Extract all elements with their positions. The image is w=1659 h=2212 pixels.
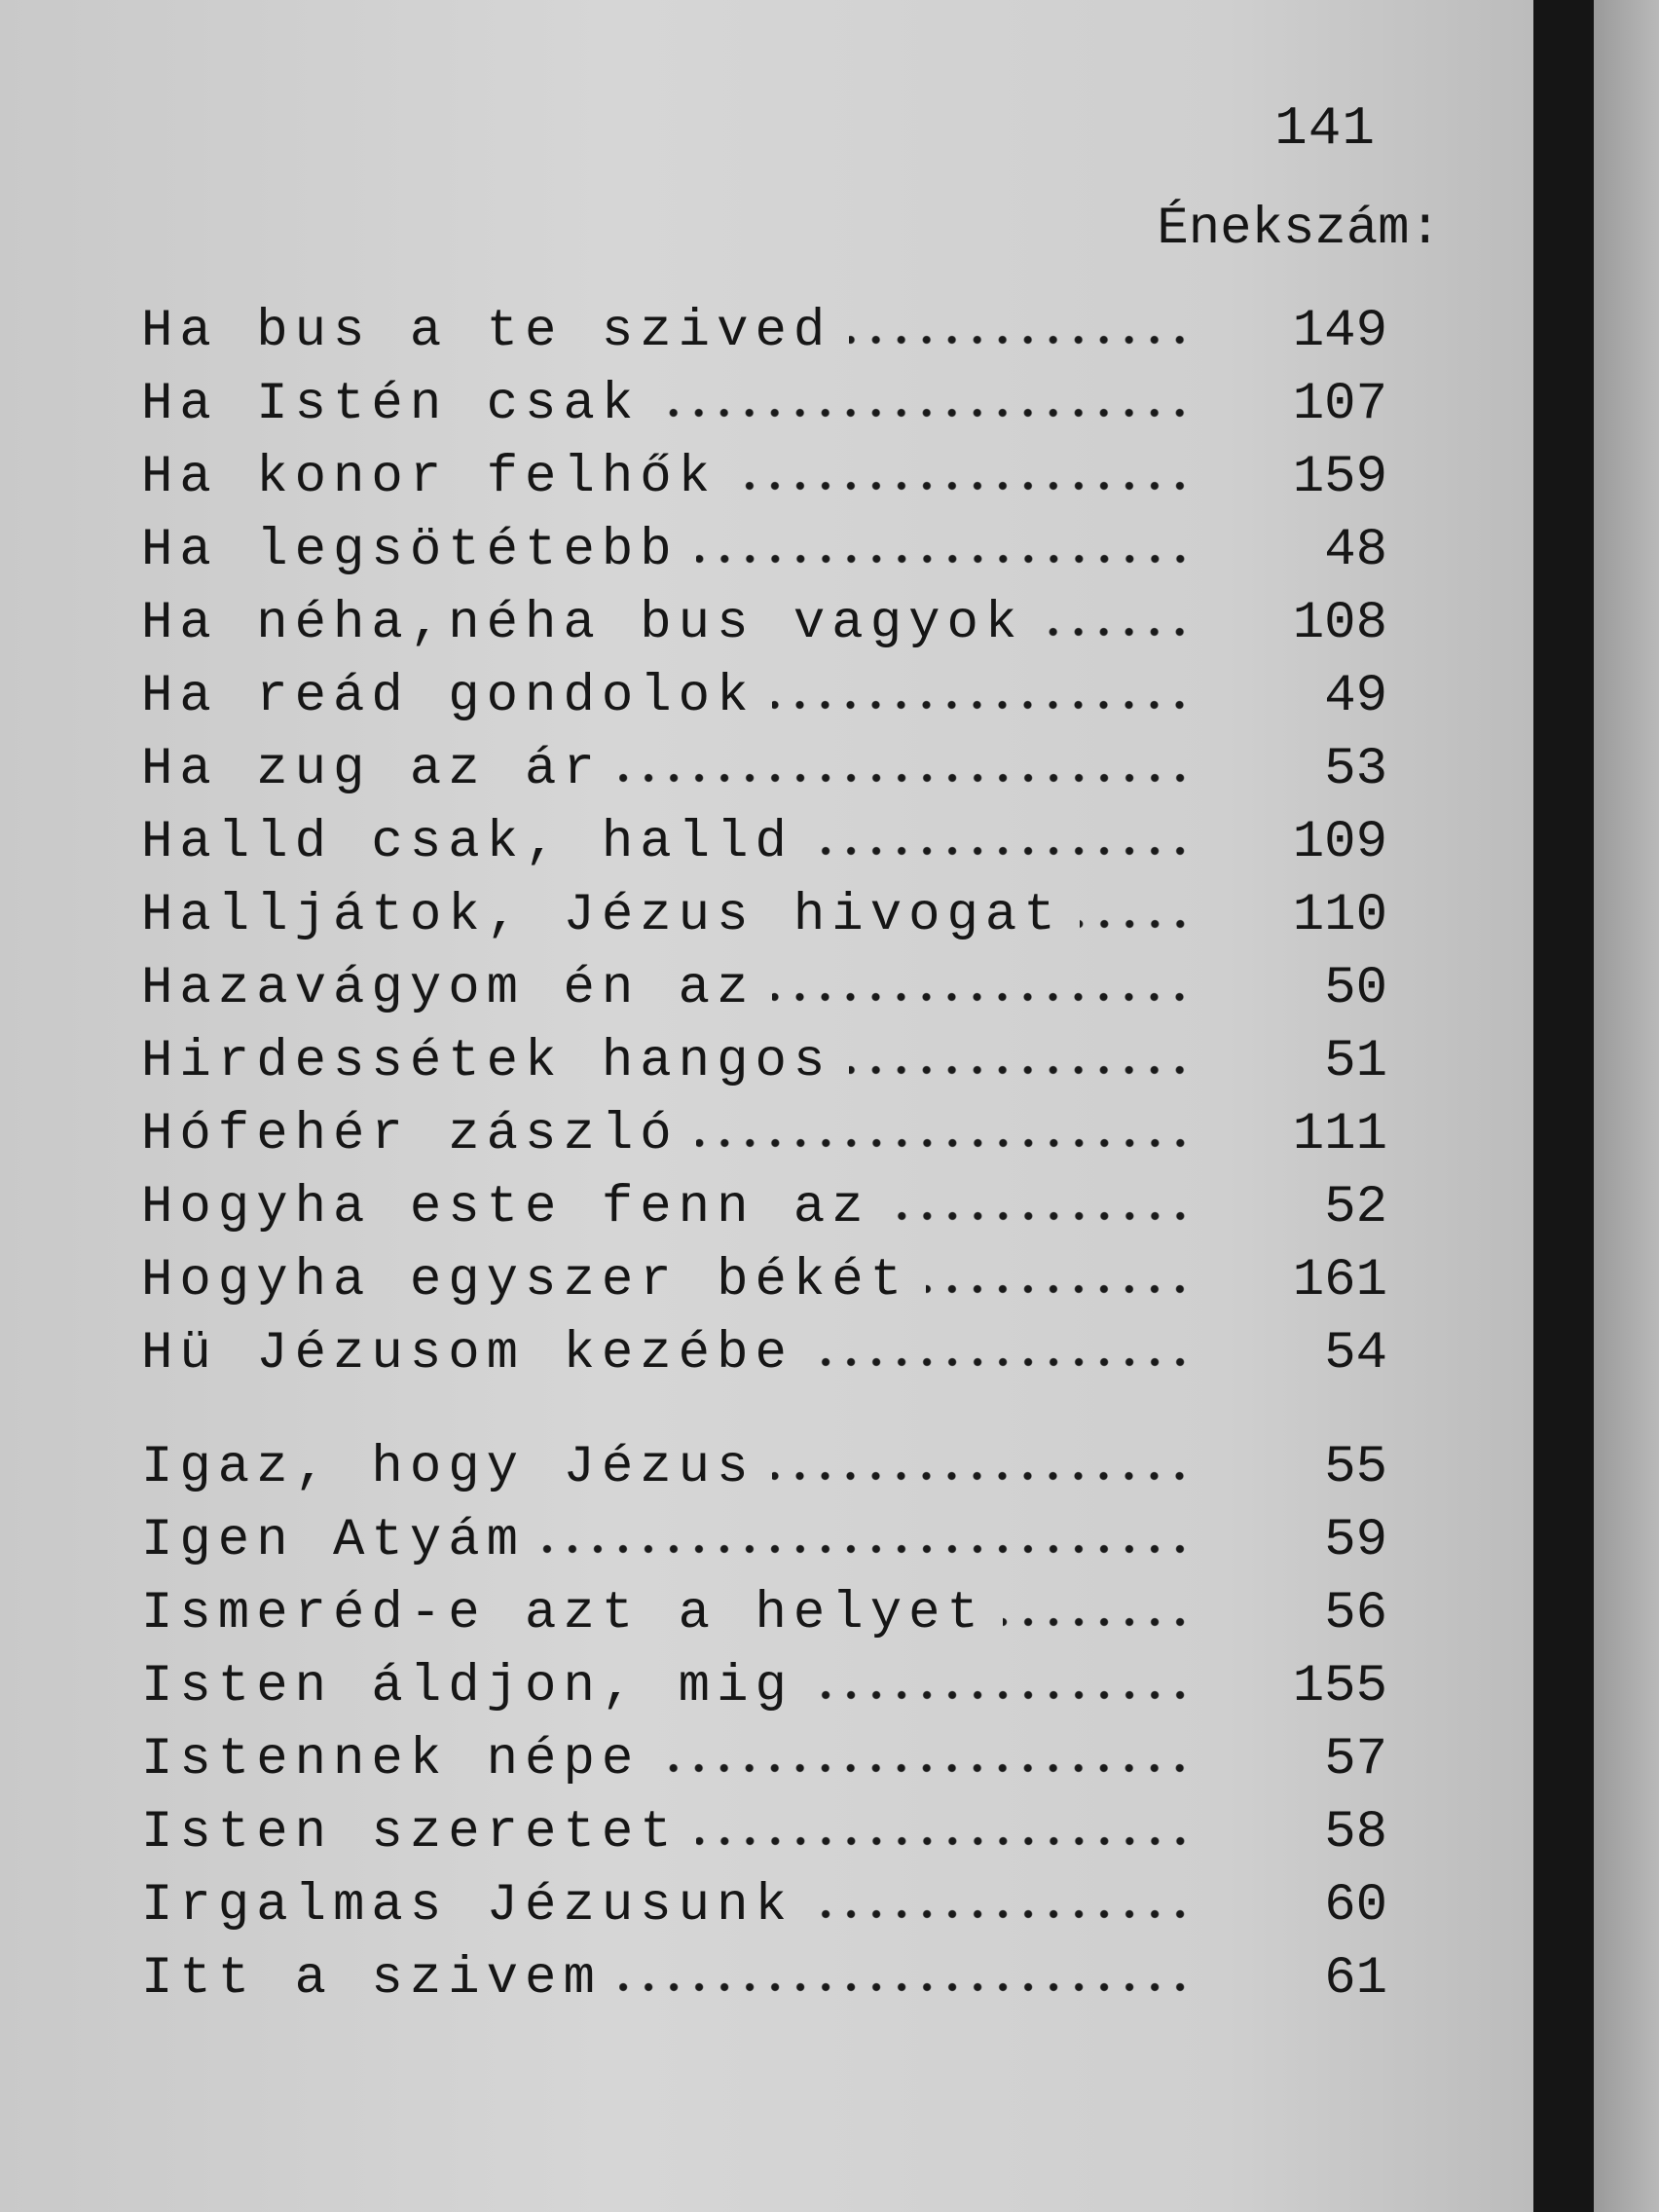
index-entry [141,1730,1387,1803]
dot-leader [926,1284,1193,1294]
column-header: Énekszám: [1157,200,1441,259]
song-title: Hirdessétek hangos [141,1032,832,1091]
song-number: 159 [1292,448,1387,507]
song-title: Isten áldjon, mig [141,1657,793,1716]
song-number: 61 [1324,1949,1387,2009]
dot-leader [888,1211,1193,1221]
song-number: 60 [1324,1876,1387,1936]
index-entry [141,1803,1387,1876]
song-number: 111 [1292,1105,1387,1164]
song-number: 110 [1292,886,1387,945]
song-title: Hogyha egyszer békét [141,1251,909,1310]
index-entry [141,667,1387,740]
song-number: 48 [1324,521,1387,580]
dot-leader [619,1982,1193,1992]
index-entry [141,302,1387,375]
page-edge [1594,0,1659,2212]
song-number: 51 [1324,1032,1387,1091]
song-title: Istennek népe [141,1730,641,1789]
song-title: Ha legsötétebb [141,521,679,580]
dot-leader [542,1544,1193,1554]
song-number: 161 [1292,1251,1387,1310]
song-title: Halld csak, halld [141,813,793,872]
song-title: Itt a szivem [141,1949,602,2009]
index-entry [141,521,1387,594]
index-entry [141,448,1387,521]
index-entry [141,594,1387,667]
song-title: Ha Istén csak [141,375,641,434]
song-title: Halljátok, Jézus hivogat [141,886,1062,945]
index-entry [141,1584,1387,1657]
song-title: Hogyha este fenn az [141,1178,870,1237]
song-title: Hü Jézusom kezébe [141,1324,793,1383]
dot-leader [1041,627,1193,637]
dot-leader [811,1690,1193,1700]
song-number: 59 [1324,1511,1387,1570]
index-entry [141,1178,1387,1251]
dot-leader [811,1357,1193,1367]
dot-leader [772,1471,1193,1481]
page-number: 141 [1274,97,1376,160]
song-title: Igen Atyám [141,1511,526,1570]
song-title: Ha bus a te szived [141,302,832,361]
index-entry [141,1876,1387,1949]
song-number: 109 [1292,813,1387,872]
dot-leader [811,1909,1193,1919]
index-entry [141,1511,1387,1584]
index-entry [141,813,1387,886]
song-number: 50 [1324,959,1387,1018]
song-number: 55 [1324,1438,1387,1497]
dot-leader [657,1763,1193,1773]
dot-leader [849,335,1193,345]
index-entry [141,959,1387,1032]
song-title: Isten szeretet [141,1803,679,1862]
song-number: 52 [1324,1178,1387,1237]
song-number: 57 [1324,1730,1387,1789]
song-number: 107 [1292,375,1387,434]
index-entry [141,1105,1387,1178]
dot-leader [734,481,1193,491]
index-entry [141,1032,1387,1105]
dot-leader [772,700,1193,710]
song-number: 155 [1292,1657,1387,1716]
song-title: Ha zug az ár [141,740,602,799]
dot-leader [657,408,1193,418]
index-entry [141,1324,1387,1397]
index-entry [141,740,1387,813]
song-title: Hazavágyom én az [141,959,756,1018]
song-index-list [141,302,1387,2022]
dot-leader [1003,1617,1193,1627]
group-separator [141,1397,1387,1438]
index-entry [141,1657,1387,1730]
dot-leader [619,773,1193,783]
song-number: 49 [1324,667,1387,726]
dot-leader [849,1065,1193,1075]
song-number: 58 [1324,1803,1387,1862]
index-entry [141,1251,1387,1324]
dot-leader [696,1836,1193,1846]
index-entry [141,375,1387,448]
song-title: Ha reád gondolok [141,667,756,726]
song-title: Ha konor felhők [141,448,718,507]
dot-leader [696,1138,1193,1148]
song-number: 53 [1324,740,1387,799]
song-number: 149 [1292,302,1387,361]
song-title: Hófehér zászló [141,1105,679,1164]
dot-leader [811,846,1193,856]
dot-leader [1080,919,1193,929]
song-title: Ha néha,néha bus vagyok [141,594,1024,653]
index-entry [141,886,1387,959]
song-number: 108 [1292,594,1387,653]
song-number: 54 [1324,1324,1387,1383]
song-number: 56 [1324,1584,1387,1643]
index-entry [141,1949,1387,2022]
dot-leader [772,992,1193,1002]
song-title: Irgalmas Jézusunk [141,1876,793,1936]
book-spine [1533,0,1594,2212]
song-title: Ismeréd-e azt a helyet [141,1584,985,1643]
index-entry [141,1438,1387,1511]
song-title: Igaz, hogy Jézus [141,1438,756,1497]
dot-leader [696,554,1193,564]
